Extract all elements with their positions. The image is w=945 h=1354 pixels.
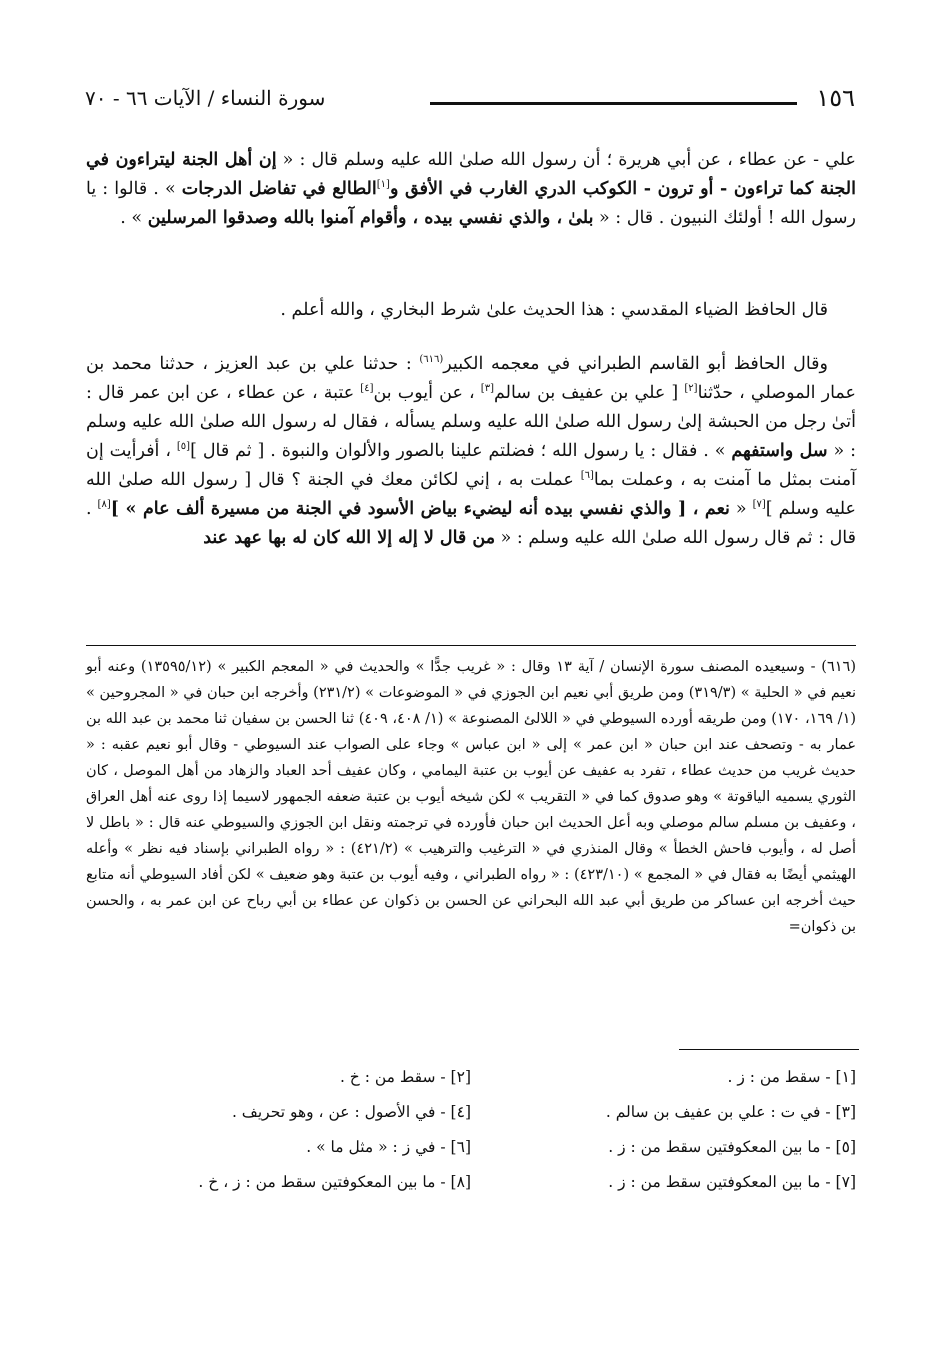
variant-note: [١] - سقط من : ز . xyxy=(727,1068,856,1086)
variant-ref: [٦] xyxy=(580,470,594,482)
running-title: سورة النساء / الآيات ٦٦ - ٧٠ xyxy=(85,86,326,110)
variant-ref: [٥] xyxy=(176,441,191,453)
paragraph-hadith-2: وقال الحافظ أبو القاسم الطبراني في معجمه الكبير$^{(٦١٦)}$ : حدثنا علي بن عبد العزيز ، حدثنا محمد بن عمار الموصلي ، حدّثنا[٢] [ علي بن عفيف بن سالم[٣] ، عن أيوب بن[٤] عتبة ، عن عطاء ، عن ابن عمر قال : أتىٰ رجل من الحبشة إلىٰ رسول الله صلىٰ الله عليه وسلم يسأله ، فقال له رسول الله صلىٰ الله عليه وسلم : « سل واستفهم » . فقال : يا رسول الله ؛ فضلتم علينا بالصور والألوان والنبوة . [ ثم قال ][٥] ، أفرأيت إن آمنت بمثل ما آمنت به ، وعملت بما[٦] عملت به ، إني لكائن معك في الجنة ؟ قال [ رسول الله صلىٰ الله عليه وسلم ][٧] « نعم ، [ والذي نفسي بيده أنه ليضيء بياض الأسود في الجنة من مسيرة ألف عام » ][٨] . قال : ثم قال رسول الله صلىٰ الله عليه وسلم : « من قال لا إله إلا الله كان له بها عهد عند xyxy=(86,354,856,548)
paragraph-grading: قال الحافظ الضياء المقدسي : هذا الحديث علىٰ شرط البخاري ، والله أعلم . xyxy=(280,300,828,320)
variant-ref: [٢] xyxy=(684,383,698,395)
variant-note: [٧] - ما بين المعكوفتين سقط من : ز . xyxy=(608,1173,856,1191)
page-header xyxy=(85,80,855,116)
variant-note: [٢] - سقط من : خ . xyxy=(339,1068,471,1086)
variant-ref: [٨] xyxy=(97,499,111,511)
variant-note: [٤] - في الأصول : عن ، وهو تحريف . xyxy=(231,1103,471,1121)
footnote-ref: (٦١٦) xyxy=(419,354,444,366)
variant-row xyxy=(86,1095,856,1130)
header-rule xyxy=(430,102,797,105)
variant-note: [٦] - في ز : « مثل ما » . xyxy=(306,1138,471,1156)
variant-notes xyxy=(86,1060,856,1200)
variant-ref: [٤] xyxy=(360,383,374,395)
variant-note: [٣] - في ت : علي بن عفيف بن سالم . xyxy=(605,1103,856,1121)
variant-note: [٨] - ما بين المعكوفتين سقط من : ز ، خ . xyxy=(198,1173,471,1191)
footnote-divider xyxy=(86,645,856,646)
variant-ref: [١] xyxy=(376,179,390,191)
variant-ref: [٧] xyxy=(752,499,766,511)
variant-row xyxy=(86,1130,856,1165)
page-number: ١٥٦ xyxy=(816,84,855,112)
footnote-616: (٦١٦) - وسيعيده المصنف سورة الإنسان / آية ١٣ وقال : « غريب جدًّا » والحديث في « المعجم الكبير » (١٣٥٩٥/١٢) وعنه أبو نعيم في « الحلية » (٣١٩/٣) ومن طريق أبي نعيم ابن الجوزي في « الموضوعات » (٢٣١/٢) وأخرجه ابن حبان في « المجروحين » (١/ ١٦٩، ١٧٠) ومن طريقه أورده السيوطي في « اللالئ المصنوعة » (١/ ٤٠٨، ٤٠٩) ثنا الحسن بن سفيان ثنا محمد بن عبد الله بن عمار به - وتصحف عند ابن حبان « ابن عمر » إلى « ابن عباس » وجاء على الصواب عند السيوطي - وقال أبو نعيم عقبه : « حديث غريب من حديث عطاء ، تفرد به عفيف عن أيوب بن عتبة اليمامي ، وكان عفيف أحد العباد والزهاد من أهل الموصل ، كان الثوري يسميه الياقوتة » وهو صدوق كما في « التقريب » لكن شيخه أيوب بن عتبة ضعفه الجمهور لاسيما إذا روى عنه أهل العراق ، وعفيف بن مسلم سالم موصلي وبه أعل الحديث ابن حبان فأورده في ترجمته ونقل ابن الجوزي والسيوطي عنه قال : « باطل لا أصل له ، وأيوب فاحش الخطأ » وقال المنذري في « الترغيب والترهيب » (٤٢١/٢) : « رواه الطبراني بإسناد فيه نظر » وأعله الهيثمي أيضًا به فقال في « المجمع » (٤٢٣/١٠) : « رواه الطبراني ، وفيه أيوب بن عتبة وهو ضعيف » لكن أفاد السيوطي أنه متابع حيث أخرجه ابن عساكر من طريق أبي عبد الله البحراني عن الحسن بن ذكوان عن عطاء بن أبي رباح عن ابن عمر به ، والحسن بن ذكوان= xyxy=(86,659,857,935)
variant-ref: [٣] xyxy=(480,383,494,395)
paragraph-hadith-1: علي - عن عطاء ، عن أبي هريرة ؛ أن رسول الله صلىٰ الله عليه وسلم قال : « إن أهل الجنة ليتراءون في الجنة كما تراءون - أو ترون - الكوكب الدري الغارب في الأفق و[١]الطالع في تفاضل الدرجات » . قالوا : يا رسول الله ! أولئك النبيون . قال : « بلىٰ ، والذي نفسي بيده ، وأقوام آمنوا بالله وصدقوا المرسلين » . xyxy=(86,150,856,228)
variant-row xyxy=(86,1060,856,1095)
variant-note: [٥] - ما بين المعكوفتين سقط من : ز . xyxy=(608,1138,856,1156)
variant-row xyxy=(86,1165,856,1200)
variants-divider xyxy=(679,1049,859,1050)
